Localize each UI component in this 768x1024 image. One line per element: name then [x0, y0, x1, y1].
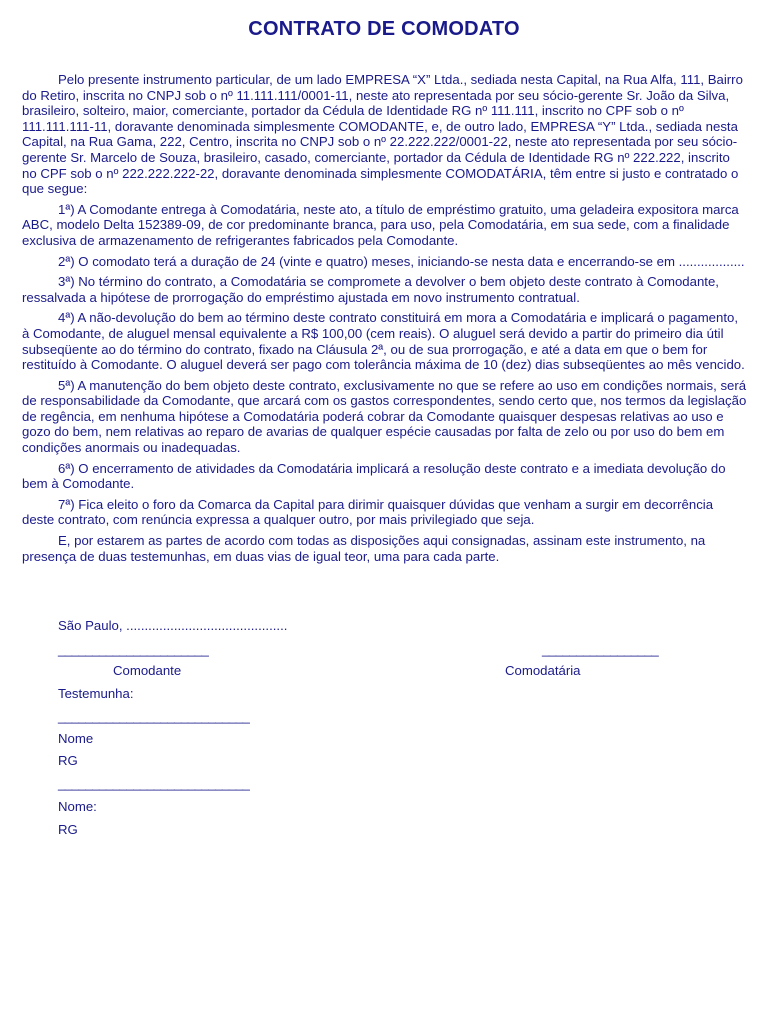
- comodante-label: Comodante: [113, 663, 182, 678]
- comodante-signature-line: ______________________: [58, 642, 209, 657]
- witness-2-rg-label: RG: [58, 822, 78, 837]
- comodataria-signature-line: _________________: [542, 642, 659, 657]
- clause-4-paragraph: 4ª) A não-devolução do bem ao término deste contrato constituirá em mora a Comodatária e implicará o pagamento, à Comodante, de aluguel mensal equivalente a R$ 100,00 (cem reais). O aluguel será devido a partir do primeiro dia útil subseqüente ao do término do contrato, fixado na Cláusula 2ª, ou de sua prorrogação, e até a data em que o bem for restituído à Comodante. O aluguel deverá ser pago com tolerância máxima de 10 (dez) dias subseqüentes ao mês vencido.: [22, 310, 745, 373]
- clause-2-paragraph: 2ª) O comodato terá a duração de 24 (vinte e quatro) meses, iniciando-se nesta data e encerrando-se em ..................: [58, 253, 745, 269]
- preamble-paragraph: Pelo presente instrumento particular, de um lado EMPRESA “X” Ltda., sediada nesta Capital, na Rua Alfa, 111, Bairro do Retiro, inscrita no CNPJ sob o nº 11.111.111/0001-11, neste ato representada por seu sócio-gerente Sr. João da Silva, brasileiro, solteiro, maior, comerciante, portador da Cédula de Identidade RG nº 111.111, inscrito no CPF sob o nº 111.111.111-11, doravante denominada simplesmente COMODANTE, e, de outro lado, EMPRESA “Y” Ltda., sediada nesta Capital, na Rua Gama, 222, Centro, inscrita no CNPJ sob o nº 22.222.222/0001-22, neste ato representada por seu sócio-gerente Sr. Marcelo de Souza, brasileiro, casado, comerciante, portador da Cédula de Identidade RG nº 222.222, inscrito no CPF sob o nº 222.222.222-22, doravante denominada simplesmente COMODATÁRIA, têm entre si justo e contratado o que segue:: [22, 72, 743, 197]
- clause-7-paragraph: 7ª) Fica eleito o foro da Comarca da Capital para dirimir quaisquer dúvidas que venham a surgir em decorrência deste contrato, com renúncia expressa a qualquer outro, por mais privilegiado que seja.: [22, 496, 714, 528]
- witness-1-signature-line: ____________________________: [58, 709, 250, 724]
- clause-1-paragraph: 1ª) A Comodante entrega à Comodatária, neste ato, a título de empréstimo gratuito, uma geladeira expositora marca ABC, modelo Delta 152389-09, de cor predominante branca, para uso, pela Comodatária, em sua sede, com a finalidade exclusiva de armazenamento de refrigerantes fabricados pela Comodante.: [22, 201, 739, 248]
- contract-body: [22, 72, 748, 569]
- clause-6-paragraph: 6ª) O encerramento de atividades da Comodatária implicará a resolução deste contrato e a imediata devolução do bem à Comodante.: [22, 460, 726, 492]
- witness-2-signature-line: ____________________________: [58, 776, 250, 791]
- witness-heading: Testemunha:: [58, 686, 134, 701]
- clause-5-paragraph: 5ª) A manutenção do bem objeto deste contrato, exclusivamente no que se refere ao uso em condições normais, será de responsabilidade da Comodante, que arcará com os gastos correspondentes, sendo certo que, nos termos da legislação de regência, em nenhuma hipótese a Comodatária poderá cobrar da Comodante quaisquer despesas relativas ao uso e gozo do bem, nem relativas ao reparo de avarias de qualquer espécie causadas por falta de zelo ou por uso do bem em condições anormais ou inadequadas.: [22, 377, 747, 456]
- place-date-line: São Paulo, ............................................: [58, 618, 288, 633]
- clause-3-paragraph: 3ª) No término do contrato, a Comodatária se compromete a devolver o bem objeto deste contrato à Comodante, ressalvada a hipótese de prorrogação do empréstimo ajustada em novo instrumento contratual.: [22, 274, 719, 305]
- comodataria-label: Comodatária: [505, 663, 581, 678]
- witness-1-name-label: Nome: [58, 731, 94, 746]
- witness-1-rg-label: RG: [58, 753, 78, 768]
- witness-2-name-label: Nome:: [58, 799, 97, 814]
- closing-paragraph: E, por estarem as partes de acordo com todas as disposições aqui consignadas, assinam este instrumento, na presença de duas testemunhas, em duas vias de igual teor, uma para cada parte.: [22, 533, 706, 564]
- document-title: CONTRATO DE COMODATO: [248, 18, 520, 40]
